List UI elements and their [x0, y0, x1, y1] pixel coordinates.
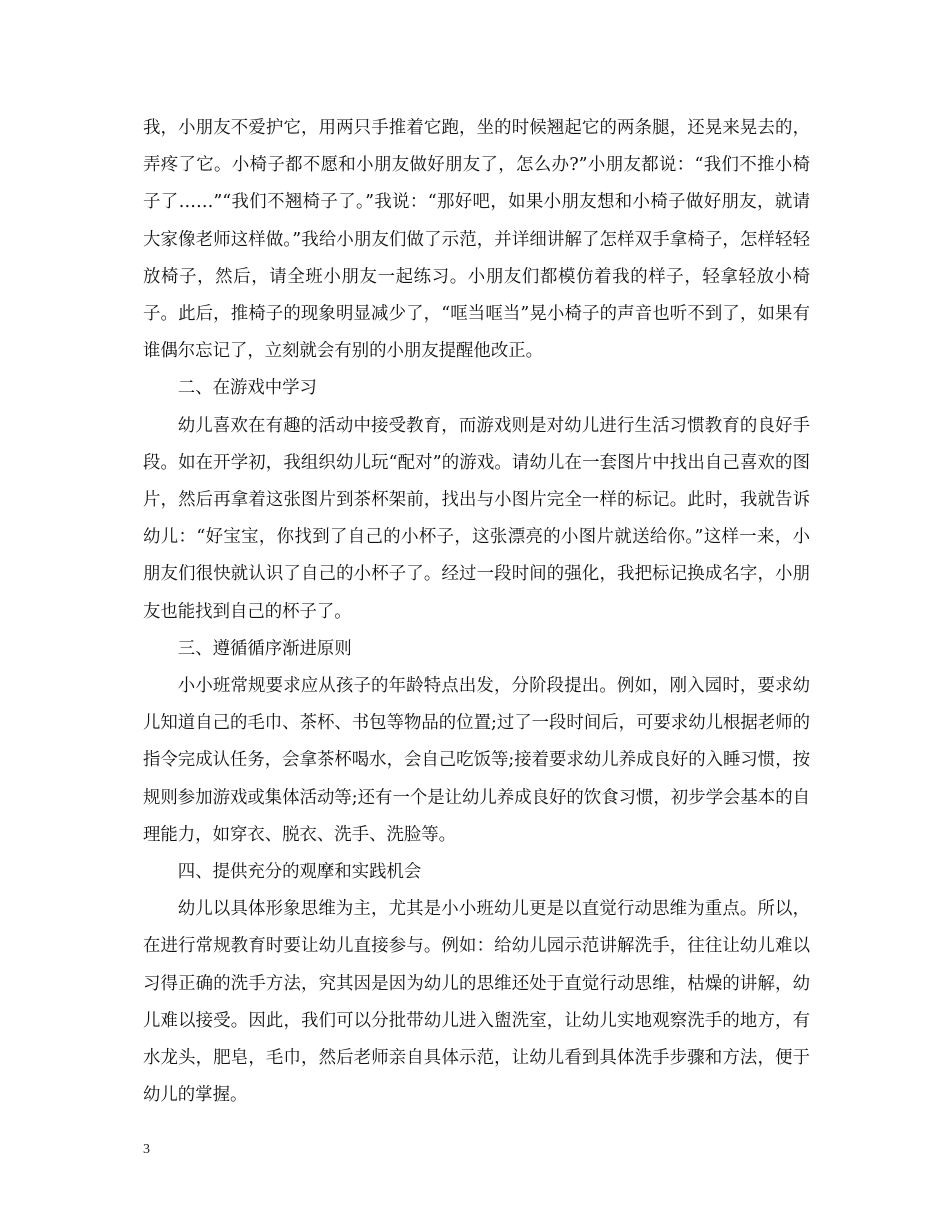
paragraph-game-learning: 幼儿喜欢在有趣的活动中接受教育，而游戏则是对幼儿进行生活习惯教育的良好手段。如在开学初，我组织幼儿玩“配对”的游戏。请幼儿在一套图片中找出自己喜欢的图片，然后再拿着这张图片到茶杯架前，找出与小图片完全一样的标记。此时，我就告诉幼儿：“好宝宝，你找到了自己的小杯子，这张漂亮的小图片就送给你。”这样一来，小朋友们很快就认识了自己的小杯子了。经过一段时间的强化，我把标记换成名字，小朋友也能找到自己的杯子了。	[143, 415, 810, 622]
page-number: 3	[143, 1142, 150, 1157]
document-body	[143, 110, 810, 1114]
section-heading-2: 二、在游戏中学习	[177, 378, 317, 399]
section-heading-3: 三、遵循循序渐进原则	[177, 638, 352, 659]
paragraph-gradual-principle: 小小班常规要求应从孩子的年龄特点出发，分阶段提出。例如，刚入园时，要求幼儿知道自己的毛巾、茶杯、书包等物品的位置;过了一段时间后，可要求幼儿根据老师的指令完成认任务，会拿茶杯喝水，会自己吃饭等;接着要求幼儿养成良好的入睡习惯，按规则参加游戏或集体活动等;还有一个是让幼儿养成良好的饮食习惯，初步学会基本的自理能力，如穿衣、脱衣、洗手、洗脸等。	[143, 676, 810, 845]
paragraph-continuation: 我，小朋友不爱护它，用两只手推着它跑，坐的时候翘起它的两条腿，还晃来晃去的，弄疼了它。小椅子都不愿和小朋友做好朋友了，怎么办?”小朋友都说：“我们不推小椅子了……”“我们不翘椅子了。”我说：“那好吧，如果小朋友想和小椅子做好朋友，就请大家像老师这样做。”我给小朋友们做了示范，并详细讲解了怎样双手拿椅子，怎样轻轻放椅子，然后，请全班小朋友一起练习。小朋友们都模仿着我的样子，轻拿轻放小椅子。此后，推椅子的现象明显减少了，“哐当哐当”晃小椅子的声音也听不到了，如果有谁偶尔忘记了，立刻就会有别的小朋友提醒他改正。	[143, 118, 810, 362]
section-heading-4: 四、提供充分的观摩和实践机会	[177, 862, 422, 883]
paragraph-observation-practice: 幼儿以具体形象思维为主，尤其是小小班幼儿更是以直觉行动思维为重点。所以，在进行常规教育时要让幼儿直接参与。例如：给幼儿园示范讲解洗手，往往让幼儿难以习得正确的洗手方法，究其因是因为幼儿的思维还处于直觉行动思维，枯燥的讲解，幼儿难以接受。因此，我们可以分批带幼儿进入盥洗室，让幼儿实地观察洗手的地方，有水龙头，肥皂，毛巾，然后老师亲自具体示范，让幼儿看到具体洗手步骤和方法，便于幼儿的掌握。	[143, 899, 810, 1106]
